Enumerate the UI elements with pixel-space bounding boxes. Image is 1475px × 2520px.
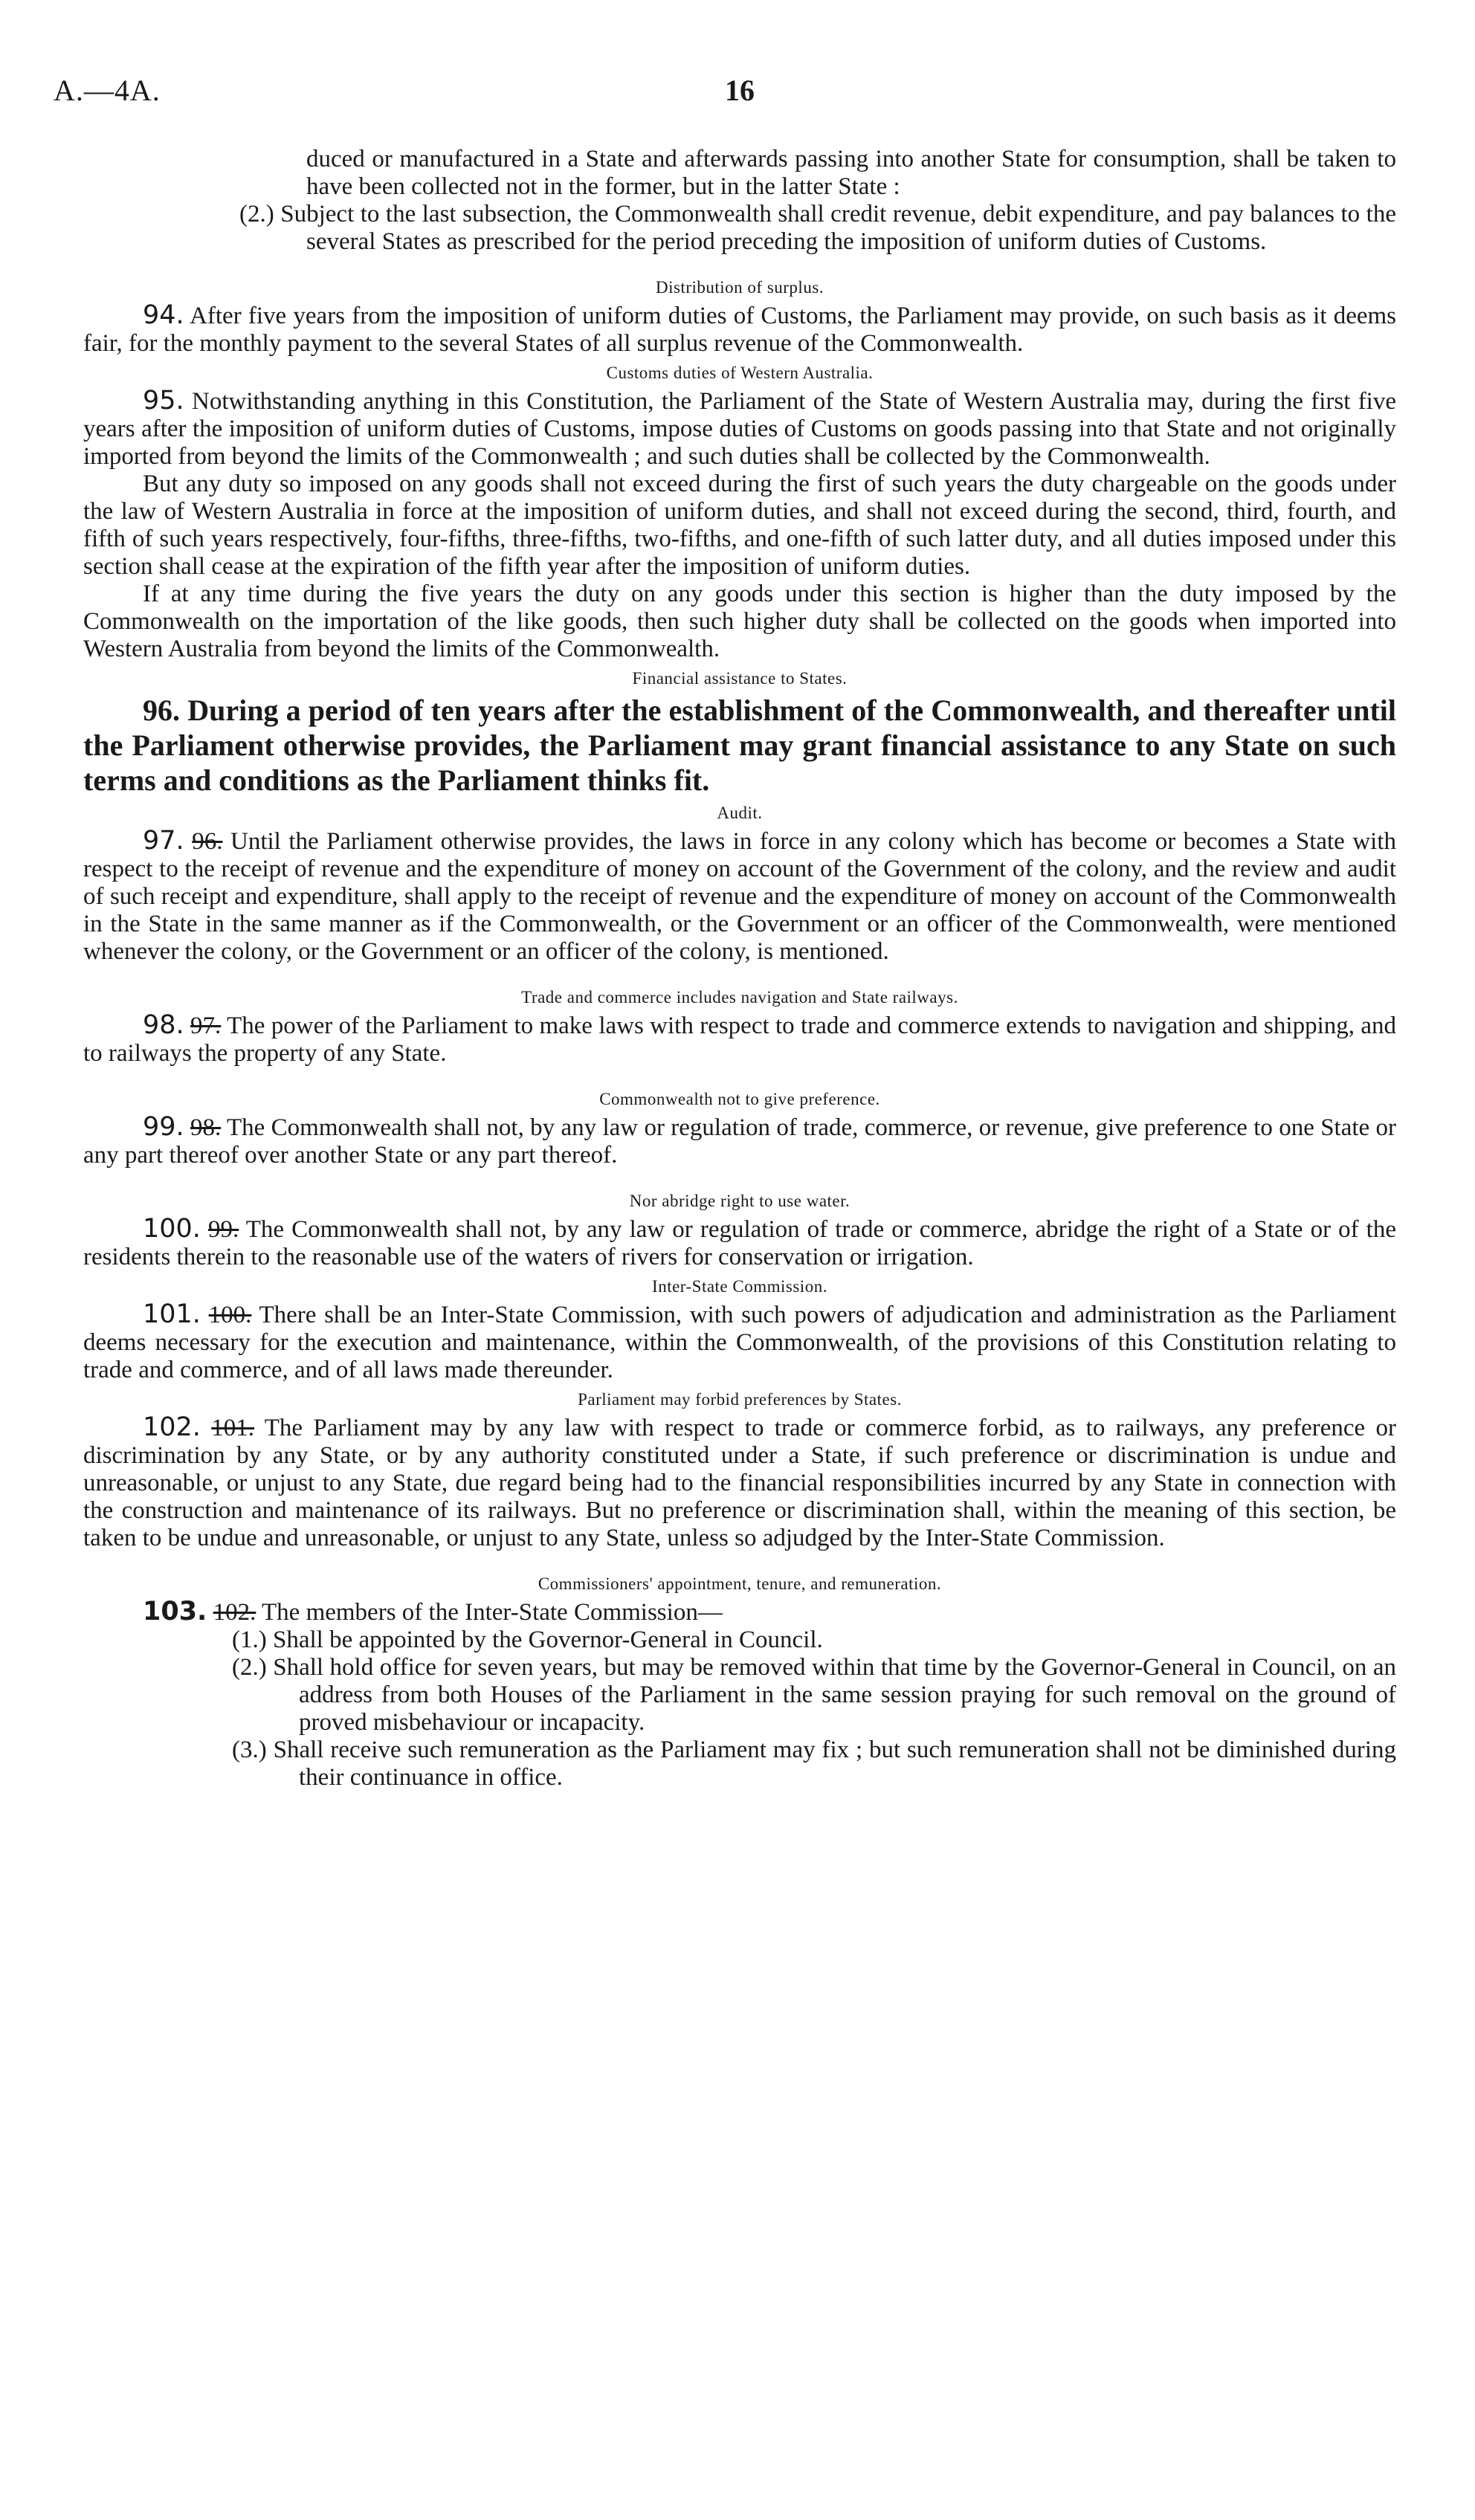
section-98: [83, 1012, 1396, 1067]
struck-old-number: 100.: [208, 1302, 252, 1328]
section-number: 103.: [143, 1597, 207, 1626]
section-100: [83, 1215, 1396, 1271]
section-103-item-1: [83, 1626, 1396, 1654]
section-text: After five years from the imposition of uniform duties of Customs, the Parliament may provide, on such basis as it deems fair, for the monthly payment to the several States of all surplus revenue of the Commonwealth.: [83, 303, 1396, 357]
section-number: 99.: [143, 1112, 184, 1142]
section-text: The Commonwealth shall not, by any law or regulation of trade, commerce, or revenue, give preference to one State or any part thereof over another State or any part thereof.: [83, 1114, 1397, 1169]
section-text: The Commonwealth shall not, by any law or regulation of trade or commerce, abridge the right of a State or of the residents therein to the reasonable use of the waters of rivers for conservation or irrigation.: [83, 1216, 1396, 1270]
document-reference: A.—4A.: [54, 74, 161, 107]
section-101-heading: Inter-State Commission.: [652, 1277, 827, 1296]
item-label: (2.): [232, 1654, 267, 1681]
section-text: There shall be an Inter-State Commission, with such powers of adjudication and administration as the Parliament deems necessary for the execution and maintenance, within the Commonwealth, of the provisions of this Constitution relating to trade and commerce, and of all laws made thereunder.: [83, 1302, 1397, 1383]
section-95: [83, 387, 1396, 471]
section-100-heading: Nor abridge right to use water.: [629, 1192, 851, 1210]
section-number: 97.: [143, 826, 184, 856]
section-96-heading: Financial assistance to States.: [632, 669, 848, 688]
section-99-heading: Commonwealth not to give preference.: [599, 1090, 880, 1108]
item-label: (1.): [232, 1626, 267, 1653]
section-number: 98.: [143, 1010, 184, 1040]
section-number: 96.: [143, 694, 180, 727]
section-102: [83, 1414, 1396, 1552]
section-text: During a period of ten years after the establishment of the Commonwealth, and thereafter until the Parliament otherwise provides, the Parliament may grant financial assistance to any State on such terms and conditions as the Parliament thinks fit.: [83, 694, 1396, 797]
section-103-heading: Commissioners' appointment, tenure, and remuneration.: [538, 1574, 942, 1593]
section-95-heading: Customs duties of Western Australia.: [606, 364, 874, 382]
section-text: The Parliament may by any law with respect to trade or commerce forbid, as to railways, any preference or discrimination by any State, or by any authority constituted under a State, if such preference or discrimination is undue and unreasonable, or unjust to any State, due regard being had to the financial responsibilities incurred by any State in connection with the construction and maintenance of its railways. But no preference or discrimination shall, within the meaning of this section, be taken to be undue and unreasonable, or unjust to any State, unless so adjudged by the Inter-State Commission.: [83, 1415, 1396, 1551]
section-text: Notwithstanding anything in this Constitution, the Parliament of the State of Western Australia may, during the first five years after the imposition of uniform duties of Customs, impose duties of Customs on goods passing into that State and not originally imported from beyond the limits of the Commonwealth ; and such duties shall be collected by the Commonwealth.: [83, 388, 1396, 470]
section-99: [83, 1114, 1396, 1169]
section-98-heading: Trade and commerce includes navigation and State railways.: [521, 988, 958, 1007]
struck-old-number: 102.: [213, 1599, 256, 1626]
section-number: 101.: [143, 1299, 201, 1329]
item-label: (3.): [232, 1736, 267, 1763]
section-96: [83, 693, 1396, 798]
section-97: [83, 827, 1396, 966]
section-number: 95.: [143, 386, 184, 416]
section-102-heading: Parliament may forbid preferences by States.: [578, 1390, 902, 1409]
section-number: 102.: [143, 1412, 201, 1442]
continued-text: duced or manufactured in a State and afterwards passing into another State for consumption, shall be taken to have been collected not in the former, but in the latter State :: [306, 146, 1396, 200]
section-95-para-3: If at any time during the five years the duty on any goods under this section is higher than the duty imposed by the Commonwealth on the importation of the like goods, then such higher duty shall be collected on the goods when imported into Western Australia from beyond the limits of the Commonwealth.: [83, 581, 1396, 662]
struck-old-number: 98.: [190, 1114, 222, 1141]
struck-old-number: 97.: [190, 1012, 222, 1039]
struck-old-number: 96.: [192, 828, 223, 855]
section-101: [83, 1301, 1396, 1384]
item-text: Shall be appointed by the Governor-General in Council.: [272, 1626, 823, 1653]
section-95-para-2: But any duty so imposed on any goods shall not exceed during the first of such years the duty chargeable on the goods under the law of Western Australia in force at the imposition of uniform duties, and shall not exceed during the second, third, fourth, and fifth of such years respectively, four-fifths, three-fifths, two-fifths, and one-fifth of such latter duty, and all duties imposed under this section shall cease at the expiration of the fifth year after the imposition of uniform duties.: [83, 471, 1396, 580]
section-text: The members of the Inter-State Commission—: [262, 1599, 723, 1626]
section-97-heading: Audit.: [717, 804, 763, 822]
subsection-label: (2.): [239, 201, 274, 227]
section-94-heading: Distribution of surplus.: [655, 278, 824, 297]
section-number: 100.: [143, 1214, 201, 1244]
section-103-item-3: [83, 1736, 1396, 1792]
section-text: The power of the Parliament to make laws with respect to trade and commerce extends to navigation and shipping, and to railways the property of any State.: [83, 1012, 1397, 1067]
page-number: 16: [725, 74, 755, 107]
section-103: [83, 1598, 1396, 1626]
item-text: Shall receive such remuneration as the Parliament may fix ; but such remuneration shall not be diminished during their continuance in office.: [273, 1736, 1397, 1791]
section-94: [83, 302, 1396, 358]
subsection-text: Subject to the last subsection, the Commonwealth shall credit revenue, debit expenditure, and pay balances to the several States as prescribed for the period preceding the imposition of uniform duties of Customs.: [280, 201, 1396, 255]
struck-old-number: 101.: [211, 1415, 255, 1441]
section-103-item-2: [83, 1654, 1396, 1736]
document-body: [83, 146, 1396, 1792]
section-text: Until the Parliament otherwise provides, the laws in force in any colony which has become or becomes a State with respect to the receipt of revenue and the expenditure of money on account of the Government of the colony, and the review and audit of such receipt and expenditure, shall apply to the receipt of revenue and the expenditure of money on account of the Commonwealth in the State in the same manner as if the Commonwealth, or the Government or an officer of the Commonwealth, were mentioned whenever the colony, or the Government or an officer of the colony, is mentioned.: [83, 828, 1397, 965]
section-number: 94.: [143, 300, 184, 330]
struck-old-number: 99.: [208, 1216, 239, 1243]
subsection-2: [83, 201, 1396, 256]
item-text: Shall hold office for seven years, but may be removed within that time by the Governor-General in Council, on an address from both Houses of the Parliament in the same session praying for such removal on the ground of proved misbehaviour or incapacity.: [273, 1654, 1396, 1736]
